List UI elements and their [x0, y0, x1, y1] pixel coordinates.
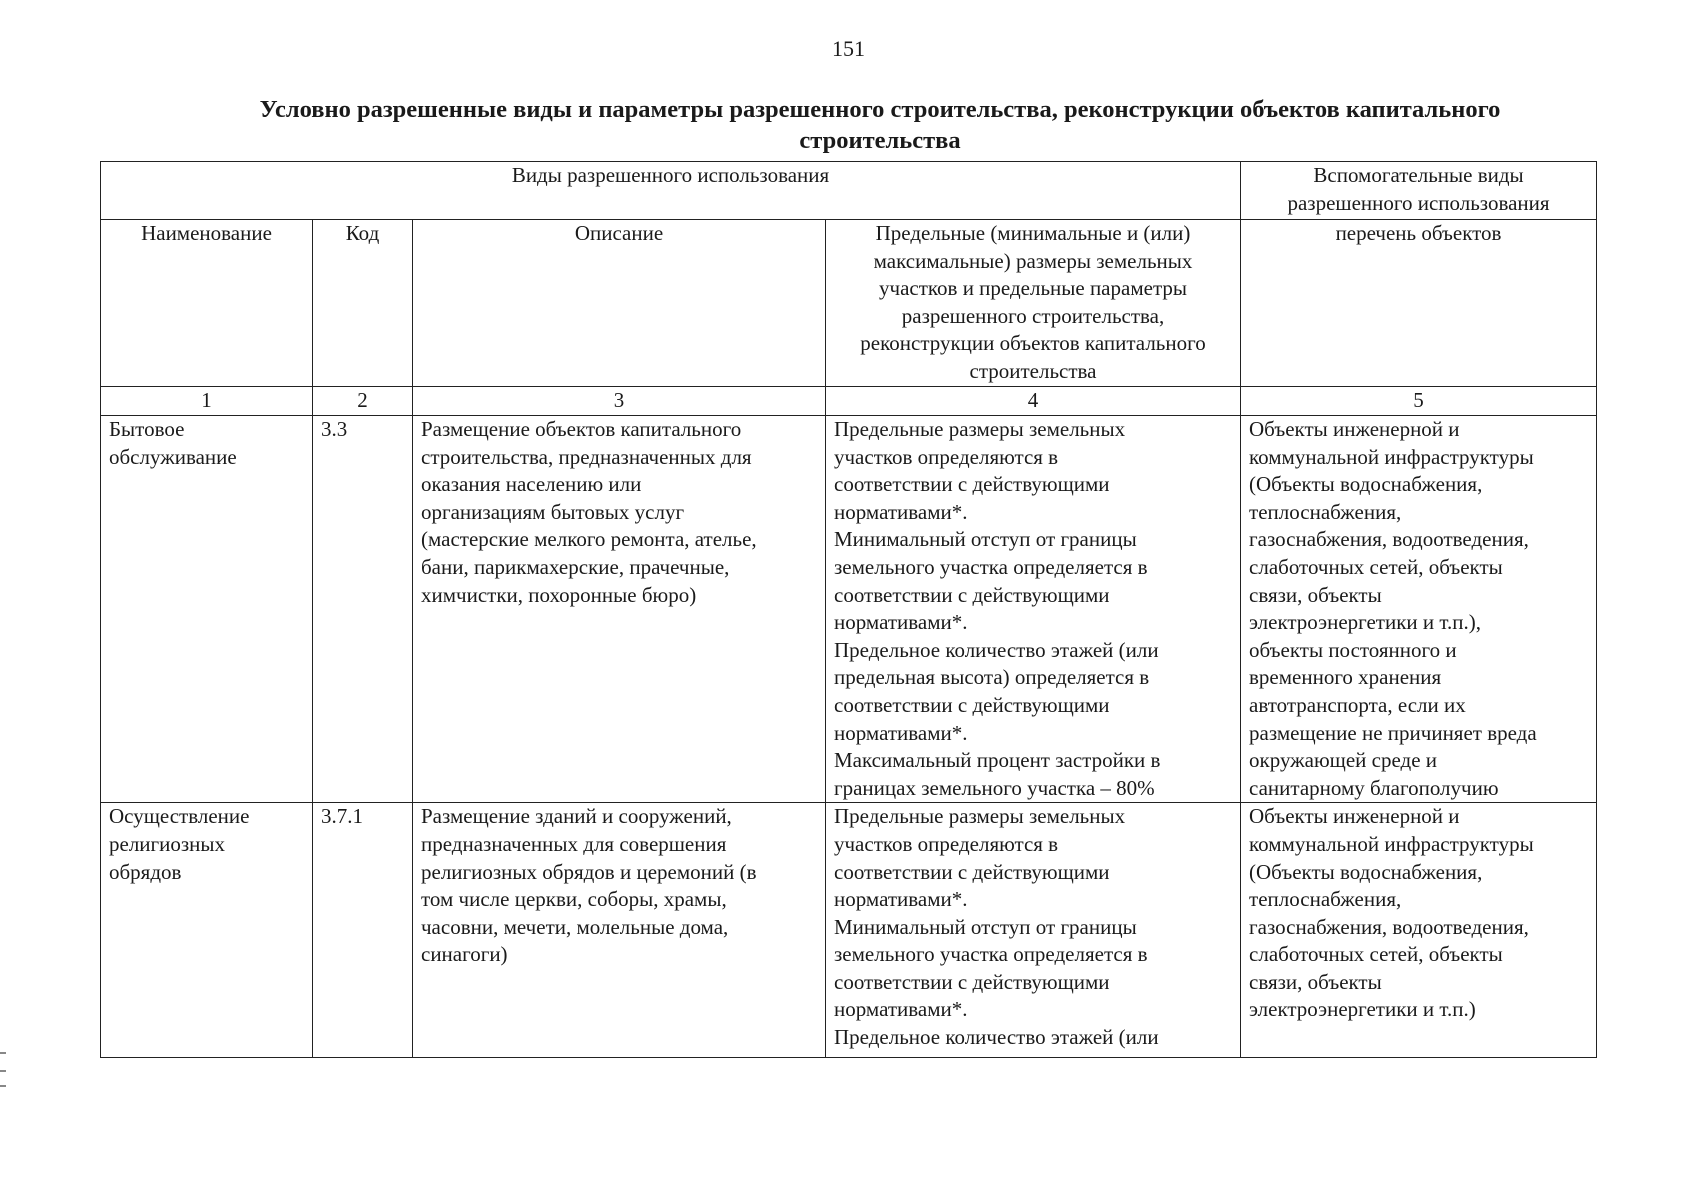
scan-margin-mark	[0, 1085, 6, 1087]
row-auxiliary-objects: Объекты инженерной и коммунальной инфраструктуры (Объекты водоснабжения, теплоснабжения, газоснабжения, водоотведения, слаботочных сетей, объекты связи, объекты электроэнергетики и т.п.), объекты постоянного и временного хранения автотранспорта, если их размещение не причиняет вреда окружающей среде и санитарному благополучию	[1241, 416, 1597, 803]
column-header-parameters: Предельные (минимальные и (или) максимальные) размеры земельных участков и предельные параметры разрешенного строительства, реконструкции объектов капитального строительства	[826, 220, 1241, 387]
zoning-table	[100, 161, 1597, 1058]
column-header-description: Описание	[413, 220, 826, 387]
table-group-header-row	[101, 162, 1597, 220]
table-column-header-row	[101, 220, 1597, 387]
column-header-objects-list: перечень объектов	[1241, 220, 1597, 387]
column-header-code: Код	[313, 220, 413, 387]
column-number: 4	[826, 387, 1241, 416]
page-number: 151	[832, 36, 865, 61]
column-header-name: Наименование	[101, 220, 313, 387]
group-header-auxiliary: Вспомогательные виды разрешенного использования	[1241, 162, 1597, 220]
row-parameters: Предельные размеры земельных участков определяются в соответствии с действующими нормативами*. Минимальный отступ от границы земельного участка определяется в соответствии с действующими нормативами*. Предельное количество этажей (или	[826, 803, 1241, 1058]
row-description: Размещение зданий и сооружений, предназначенных для совершения религиозных обрядов и церемоний (в том числе церкви, соборы, храмы, часовни, мечети, молельные дома, синагоги)	[413, 803, 826, 1058]
scan-margin-mark	[0, 1070, 6, 1072]
column-number: 1	[101, 387, 313, 416]
row-code: 3.3	[313, 416, 413, 803]
table-row	[101, 416, 1597, 803]
group-header-main: Виды разрешенного использования	[101, 162, 1241, 220]
row-code: 3.7.1	[313, 803, 413, 1058]
scan-margin-mark	[0, 1052, 6, 1054]
document-title: Условно разрешенные виды и параметры разрешенного строительства, реконструкции объектов капитального строительства	[259, 96, 1501, 154]
table-column-number-row	[101, 387, 1597, 416]
table-row	[101, 803, 1597, 1058]
row-auxiliary-objects: Объекты инженерной и коммунальной инфраструктуры (Объекты водоснабжения, теплоснабжения, газоснабжения, водоотведения, слаботочных сетей, объекты связи, объекты электроэнергетики и т.п.)	[1241, 803, 1597, 1058]
row-description: Размещение объектов капитального строительства, предназначенных для оказания населению или организациям бытовых услуг (мастерские мелкого ремонта, ателье, бани, парикмахерские, прачечные, химчистки, похоронные бюро)	[413, 416, 826, 803]
column-number: 5	[1241, 387, 1597, 416]
column-number: 2	[313, 387, 413, 416]
row-name: Осуществление религиозных обрядов	[101, 803, 313, 1058]
row-parameters: Предельные размеры земельных участков определяются в соответствии с действующими нормативами*. Минимальный отступ от границы земельного участка определяется в соответствии с действующими нормативами*. Предельное количество этажей (или предельная высота) определяется в соответствии с действующими нормативами*. Максимальный процент застройки в границах земельного участка – 80%	[826, 416, 1241, 803]
row-name: Бытовое обслуживание	[101, 416, 313, 803]
column-number: 3	[413, 387, 826, 416]
